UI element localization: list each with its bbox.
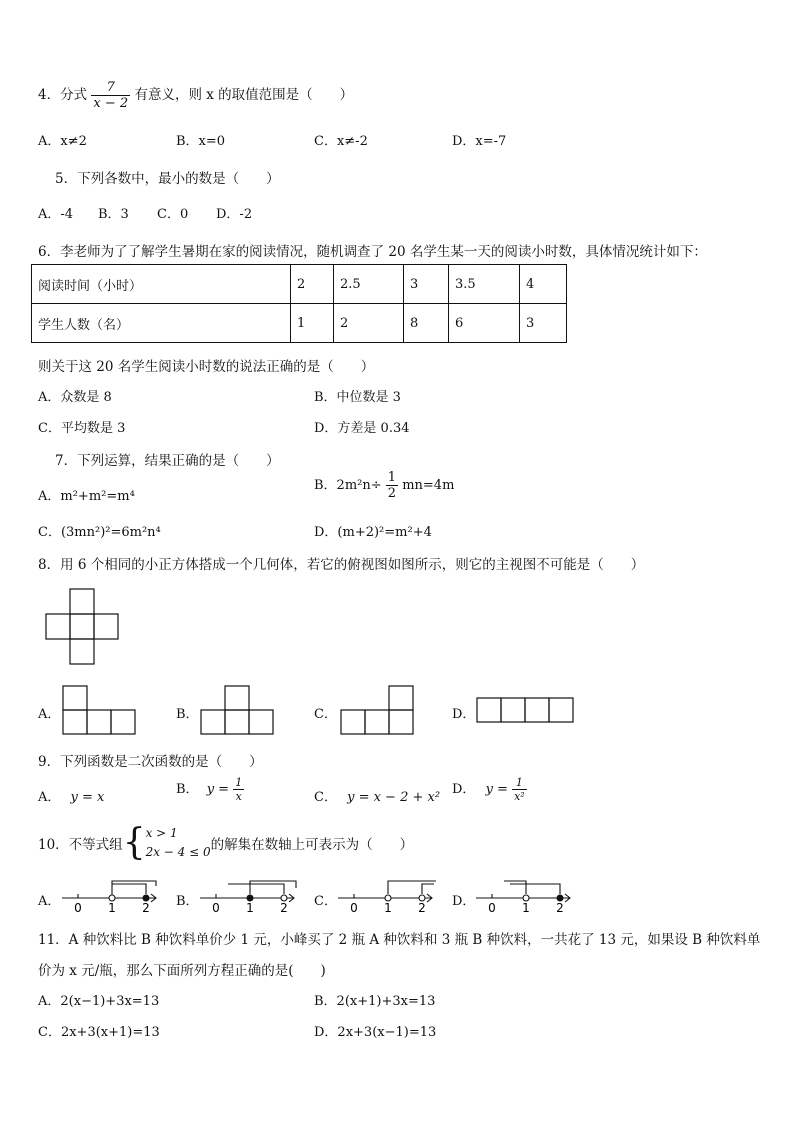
q4-stem xyxy=(38,80,353,111)
q10-option-b-label[interactable]: B． xyxy=(176,894,199,909)
table-cell: 2 xyxy=(291,265,334,304)
q9-optB-fraction xyxy=(233,776,244,803)
q6-option-b[interactable]: B．中位数是 3 xyxy=(314,390,401,405)
q10-option-d-label[interactable]: D． xyxy=(452,894,476,909)
table-cell: 2 xyxy=(334,304,404,343)
q11-stem-line-1: 11．A 种饮料比 B 种饮料单价少 1 元，小峰买了 2 瓶 A 种饮料和 3 瓶 B 种饮料，一共花了 13 元，如果设 B 种饮料单 xyxy=(38,932,761,948)
q8-option-c-figure[interactable] xyxy=(338,683,418,737)
tick-label: 1 xyxy=(246,901,254,915)
q9-optD-label: D． xyxy=(452,782,476,797)
q10-option-c-label[interactable]: C． xyxy=(314,894,337,909)
q9-option-a[interactable] xyxy=(38,786,104,805)
table-cell: 阅读时间（小时） xyxy=(32,265,291,304)
q7-optb-fraction xyxy=(386,470,398,501)
q10-option-a-numberline[interactable] xyxy=(60,876,160,916)
q4-option-b[interactable]: B．x=0 xyxy=(176,134,226,149)
q10-brace-icon: { xyxy=(122,822,146,863)
q6-option-a[interactable]: A．众数是 8 xyxy=(38,390,112,405)
q8-option-a-figure[interactable] xyxy=(60,683,140,737)
table-cell: 3 xyxy=(404,265,449,304)
q7-option-c[interactable]: C．(3mn²)²=6m²n⁴ xyxy=(38,525,161,540)
table-row xyxy=(32,265,567,304)
q11-option-d[interactable]: D．2x+3(x−1)=13 xyxy=(314,1025,437,1040)
q9-optD-denominator: x² xyxy=(514,790,525,803)
tick-label: 0 xyxy=(350,901,358,915)
tick-label: 0 xyxy=(212,901,220,915)
q4-frac-numerator: 7 xyxy=(106,80,115,95)
q10-option-b-numberline[interactable] xyxy=(198,876,298,916)
q9-option-d[interactable] xyxy=(452,776,527,803)
table-cell: 2.5 xyxy=(334,265,404,304)
table-cell: 8 xyxy=(404,304,449,343)
q7-option-b[interactable] xyxy=(314,470,454,501)
q9-optB-denominator: x xyxy=(233,789,244,803)
q10-option-c-numberline[interactable] xyxy=(336,876,436,916)
q9-stem: 9．下列函数是二次函数的是（ ） xyxy=(38,754,263,770)
q9-optD-prefix: y = xyxy=(485,782,508,797)
q5-option-c[interactable]: C．0 xyxy=(157,207,189,222)
q6-option-c[interactable]: C．平均数是 3 xyxy=(38,421,126,436)
q9-optB-label: B． xyxy=(176,782,199,797)
q10-option-a-label[interactable]: A． xyxy=(38,894,61,909)
q8-option-c-label[interactable]: C． xyxy=(314,707,337,722)
q8-stem: 8．用 6 个相同的小正方体搭成一个几何体，若它的俯视图如图所示，则它的主视图不可能是（ ） xyxy=(38,557,645,573)
tick-label: 1 xyxy=(108,901,116,915)
q4-fraction xyxy=(91,80,130,111)
q7-option-a[interactable]: A．m²+m²=m⁴ xyxy=(38,489,135,504)
q7-stem: 7．下列运算，结果正确的是（ ） xyxy=(55,453,280,469)
table-cell: 学生人数（名） xyxy=(32,304,291,343)
q9-optB-numerator: 1 xyxy=(235,776,243,789)
tick-label: 2 xyxy=(418,901,426,915)
q4-option-c[interactable]: C．x≠-2 xyxy=(314,134,368,149)
q4-suffix: 有意义，则 x 的取值范围是（ ） xyxy=(134,87,354,103)
q7-optb-prefix: B．2m²n÷ xyxy=(314,478,382,493)
table-cell: 3 xyxy=(520,304,567,343)
q11-option-a[interactable]: A．2(x−1)+3x=13 xyxy=(38,994,160,1009)
table-cell: 3.5 xyxy=(449,265,520,304)
q8-top-view-figure xyxy=(38,585,130,671)
reading-stats-table xyxy=(31,264,567,343)
q5-option-a[interactable]: A．-4 xyxy=(38,207,74,222)
q5-option-b[interactable]: B．3 xyxy=(98,207,129,222)
q8-option-d-figure[interactable] xyxy=(474,695,580,725)
table-cell: 1 xyxy=(291,304,334,343)
q4-option-a[interactable]: A．x≠2 xyxy=(38,134,87,149)
q11-option-b[interactable]: B．2(x+1)+3x=13 xyxy=(314,994,436,1009)
q9-optB-prefix: y = xyxy=(206,782,230,797)
q7-optb-suffix: mn=4m xyxy=(402,478,455,493)
q9-optC-label: C． xyxy=(314,790,337,805)
q10-stem xyxy=(38,824,413,862)
q9-option-b[interactable] xyxy=(176,776,244,803)
tick-label: 2 xyxy=(142,901,150,915)
q4-option-d[interactable]: D．x=-7 xyxy=(452,134,507,149)
q7-option-d[interactable]: D．(m+2)²=m²+4 xyxy=(314,525,432,540)
q7-optb-numerator: 1 xyxy=(387,470,397,485)
q10-inequality-2: 2x − 4 ≤ 0 xyxy=(145,845,211,859)
q8-option-b-figure[interactable] xyxy=(198,683,278,737)
q6-option-d[interactable]: D．方差是 0.34 xyxy=(314,421,410,436)
q9-optD-numerator: 1 xyxy=(515,776,523,789)
q8-option-b-label[interactable]: B． xyxy=(176,707,199,722)
q4-prefix: 4．分式 xyxy=(38,87,88,103)
q7-optb-denominator: 2 xyxy=(387,486,397,501)
q10-stem-suffix: 的解集在数轴上可表示为（ ） xyxy=(210,837,414,853)
q6-stem: 6．李老师为了了解学生暑期在家的阅读情况，随机调查了 20 名学生某一天的阅读小时数，具体情况统计如下： xyxy=(38,244,707,260)
tick-label: 2 xyxy=(556,901,564,915)
q9-optA-expr: y = x xyxy=(70,790,105,805)
tick-label: 1 xyxy=(384,901,392,915)
q10-inequality-1: x > 1 xyxy=(145,826,178,840)
q8-option-a-label[interactable]: A． xyxy=(38,707,61,722)
tick-label: 0 xyxy=(74,901,82,915)
q10-stem-prefix: 10．不等式组 xyxy=(38,837,123,853)
q5-stem: 5．下列各数中，最小的数是（ ） xyxy=(55,171,280,187)
q11-option-c[interactable]: C．2x+3(x+1)=13 xyxy=(38,1025,160,1040)
table-row xyxy=(32,304,567,343)
q5-option-d[interactable]: D．-2 xyxy=(216,207,253,222)
tick-label: 2 xyxy=(280,901,288,915)
q10-system xyxy=(146,824,211,862)
table-cell: 6 xyxy=(449,304,520,343)
table-cell: 4 xyxy=(520,265,567,304)
q11-stem-line-2: 价为 x 元/瓶，那么下面所列方程正确的是( ) xyxy=(38,963,326,979)
q8-option-d-label[interactable]: D． xyxy=(452,707,476,722)
q9-optA-label: A． xyxy=(38,790,61,805)
q4-frac-denominator: x − 2 xyxy=(93,96,129,111)
q9-optD-fraction xyxy=(512,776,527,803)
q6-followup: 则关于这 20 名学生阅读小时数的说法正确的是（ ） xyxy=(38,359,375,375)
q10-option-d-numberline[interactable] xyxy=(474,876,574,916)
tick-label: 0 xyxy=(488,901,496,915)
q9-optC-expr: y = x − 2 + x² xyxy=(347,790,441,805)
q9-option-c[interactable] xyxy=(314,786,440,805)
tick-label: 1 xyxy=(522,901,530,915)
